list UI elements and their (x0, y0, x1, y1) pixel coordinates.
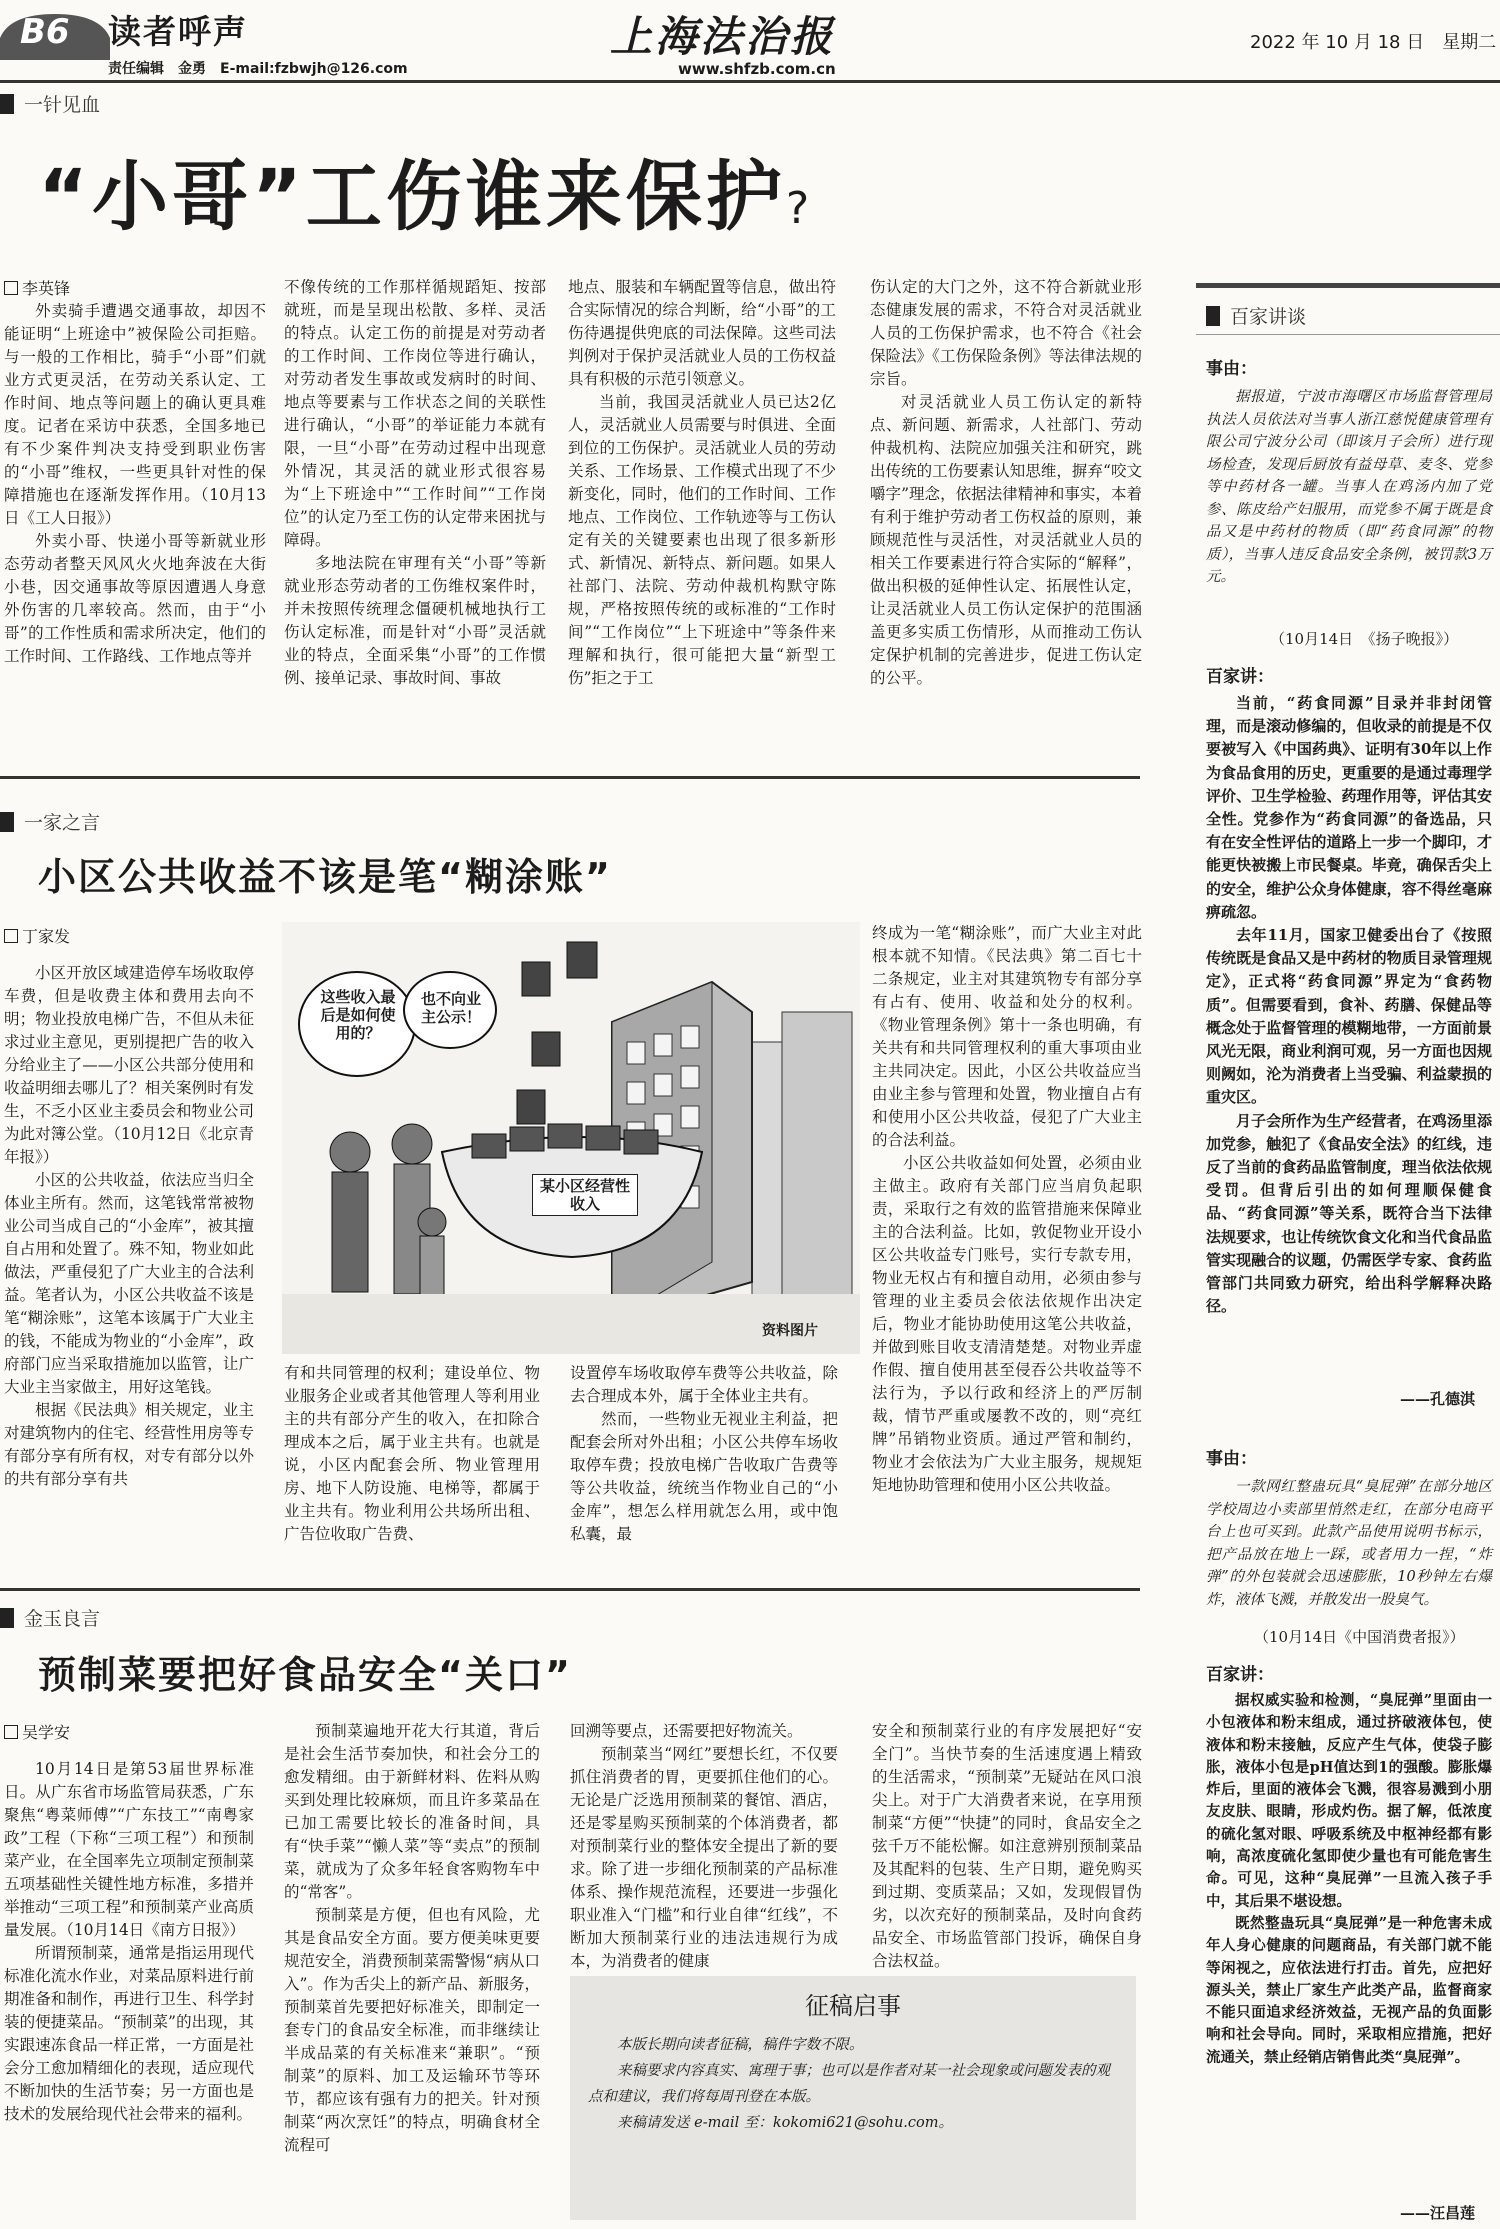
sidebar-event2-head: 事由： (1206, 1449, 1257, 1469)
sidebar-comment2 (1206, 1690, 1492, 2069)
tag-label: 一针见血 (24, 94, 101, 116)
paragraph: 当前，我国灵活就业人员已达2亿人，灵活就业人员需要与时俱进、全面到位的工伤保护。灵活就业人员的劳动关系、工作场景、工作模式出现了不少新变化，同时，他们的工作时间、工作地点、工作岗位、工作轨迹等与工伤认定有关的关键要素也出现了很多新形式、新情况、新特点、新问题。如果人社部门、法院、劳动仲裁机构默守陈规，严格按照传统的或标准的“工作时间”“工作岗位”“上下班途中”等条件来理解和执行，很可能把大量“新型工伤”拒之于工 (568, 393, 836, 687)
notice-title: 征稿启事 (805, 1992, 901, 2020)
sidebar-comment1 (1206, 692, 1492, 1318)
paragraph: 安全和预制菜行业的有序发展把好“安全门”。当快节奏的生活速度遇上精致的生活需求，“预制菜”无疑站在风口浪尖上。对于广大消费者来说，在享用预制菜“方便”“快捷”的同时，食品安全之弦千万不能松懈。如注意辨别预制菜品及其配料的包装、生产日期，避免购买到过期、变质菜品；又如，发现假冒伪劣，以次充好的预制菜品，及时向食药品安全、市场监管部门投诉，确保自身合法权益。 (872, 1722, 1142, 1970)
paragraph: 既然整蛊玩具“臭屁弹”是一种危害未成年人身心健康的问题商品，有关部门就不能等闲视之，应依法进行打击。首先，应把好源头关，禁止厂家生产此类产品，监督商家不能只面追求经济效益，无视产品的负面影响和社会导向。同时，采取相应措施，把好流通关，禁止经销店销售此类“臭屁弹”。 (1206, 1914, 1492, 2066)
paragraph: 有和共同管理的权利；建设单位、物业服务企业或者其他管理人等利用业主的共有部分产生的收入，在扣除合理成本之后，属于业主共有。也就是说，小区内配套会所、物业管理用房、地下人防设施、电梯等，都属于业主共有。物业利用公共场所出租、广告位收取广告费、 (284, 1364, 540, 1543)
sidebar-comment1-sign: ——孔德淇 (1400, 1390, 1476, 1408)
masthead-rule (0, 80, 1500, 83)
bubble-text-2: 也不向业主公示！ (420, 990, 481, 1026)
tag-label: 百家讲谈 (1230, 306, 1307, 328)
sidebar-tag (1206, 302, 1306, 329)
article3-title: 预制菜要把好食品安全“关口” (38, 1653, 572, 1697)
article2-byline (4, 924, 70, 947)
page-badge-label: B6 (20, 12, 70, 52)
tag-square (0, 812, 14, 832)
paragraph: 预制菜当“网红”要想长红，不仅要抓住消费者的胃，更要抓住他们的心。无论是广泛选用预制菜的餐馆、酒店，还是零星购买预制菜的个体消费者，都对预制菜行业的整体安全提出了新的要求。除了进一步细化预制菜的产品标准体系、操作规范流程，还要进一步强化职业准入“门槛”和行业自律“红线”，不断加大预制菜行业的违法违规行为成本，为消费者的健康 (570, 1745, 838, 1970)
sidebar-event1-source: （10月14日 《扬子晚报》） (1270, 630, 1459, 648)
issue-date: 2022 年 10 月 18 日 星期二 (1250, 32, 1497, 53)
notice-line: 来稿请发送 e-mail 至：kokomi621@sohu.com。 (617, 2115, 954, 2131)
tag-label: 金玉良言 (24, 1608, 101, 1630)
sidebar-tag-rule (1196, 334, 1500, 335)
paragraph: 一款网红整蛊玩具“臭屁弹”在部分地区学校周边小卖部里悄然走红，在部分电商平台上也可买到。此款产品使用说明书标示，把产品放在地上一踩，或者用力一捏，“炸弹”的外包装就会迅速膨胀，10秒钟左右爆炸，液体飞溅，并散发出一股臭气。 (1206, 1479, 1492, 1608)
section-title: 读者呼声 (108, 12, 248, 51)
sidebar-comment2-sign: ——汪昌莲 (1400, 2204, 1476, 2222)
paragraph: 多地法院在审理有关“小哥”等新就业形态劳动者的工伤维权案件时，并未按照传统理念僵硬机械地执行工伤认定标准，而是针对“小哥”灵活就业的特点，全面采集“小哥”的工作惯例、接单记录、事故时间、事故 (284, 554, 546, 687)
article1-bottom-rule (0, 776, 1140, 779)
paragraph: 回溯等要点，还需要把好物流关。 (570, 1722, 803, 1740)
paragraph: 外卖小哥、快递小哥等新就业形态劳动者整天风风火火地奔波在大街小巷，因交通事故等原因遭遇人身意外伤害的几率较高。然而，由于“小哥”的工作性质和需求所决定，他们的工作时间、工作路线、工作地点等并 (4, 532, 266, 665)
notice-line: 来稿要求内容真实、寓理于事；也可以是作者对某一社会现象或问题发表的观点和建议，我们将每周刊登在本版。 (588, 2063, 1110, 2105)
article1-title (38, 136, 813, 245)
article2-title: 小区公共收益不该是笔“糊涂账” (38, 855, 612, 899)
article2-tag (0, 808, 100, 835)
paragraph: 小区的公共收益，依法应当归全体业主所有。然而，这笔钱常常被物业公司当成自己的“小金库”，被其擅自占用和处置了。殊不知，物业如此做法，严重侵犯了广大业主的合法利益。笔者认为，小区公共收益不该是笔“糊涂账”，这笔本该属于广大业主的钱，不能成为物业的“小金库”，政府部门应当采取措施加以监管，让广大业主当家做主，用好这笔钱。 (4, 1171, 254, 1396)
bubble-text-1: 这些收入最后是如何使用的？ (320, 988, 396, 1042)
paper-name: 上海法治报 (610, 12, 836, 61)
paragraph: 地点、服装和车辆配置等信息，做出符合实际情况的综合判断，给“小哥”的工伤待遇提供兜底的司法保障。这些司法判例对于保护灵活就业人员的工伤权益具有积极的示范引领意义。 (568, 278, 836, 388)
paragraph: 对灵活就业人员工伤认定的新特点、新问题、新需求，人社部门、劳动仲裁机构、法院应加强关注和研究，跳出传统的工伤要素认知思维，摒弃“咬文嚼字”理念，依据法律精神和事实，本着有利于维护劳动者工伤权益的原则，兼顾规范性与灵活性，对灵活就业人员的相关工作要素进行符合实际的“解释”，做出积极的延伸性认定、拓展性认定，让灵活就业人员工伤认定保护的范围涵盖更多实质工伤情形，从而推动工伤认定保护机制的完善进步，促进工伤认定的公平。 (870, 393, 1142, 687)
article1-col1 (4, 300, 266, 668)
byline-box (4, 281, 18, 295)
article3-col1 (4, 1758, 254, 2126)
website: www.shfzb.com.cn (678, 60, 836, 78)
sidebar-event2 (1206, 1476, 1492, 1611)
sidebar-comment2-head: 百家讲： (1206, 1665, 1274, 1685)
sidebar-comment1-head: 百家讲： (1206, 667, 1274, 687)
article1-author: 李英锋 (22, 279, 71, 298)
paragraph: 外卖骑手遭遇交通事故，却因不能证明“上班途中”被保险公司拒赔。与一般的工作相比，骑手“小哥”们就业方式更灵活，在劳动关系认定、工作时间、地点等问题上的确认更具难度。记者在采访中获悉，全国多地已有不少案件判决支持受到职业伤害的“小哥”维权，一些更具针对性的保障措施也在逐渐发挥作用。（10月13日《工人日报》） (4, 302, 266, 527)
article2-bottom-rule (0, 1588, 1140, 1591)
article3-author: 吴学安 (22, 1723, 71, 1742)
article2-col4 (872, 922, 1142, 1497)
tag-square (1206, 306, 1220, 326)
byline-box (4, 929, 18, 943)
paragraph: 据权威实验和检测，“臭屁弹”里面由一小包液体和粉末组成，通过挤破液体包，使液体和粉末接触，反应产生气体，使袋子膨胀，液体小包是pH值达到1的强酸。膨胀爆炸后，里面的液体会飞溅，很容易溅到小朋友皮肤、眼睛，形成灼伤。据了解，低浓度的硫化氢对眼、呼吸系统及中枢神经都有影响，高浓度硫化氢即使少量也有可能危害生命。可见，这种“臭屁弹”一旦流入孩子手中，其后果不堪设想。 (1206, 1692, 1492, 1910)
paragraph: 所谓预制菜，通常是指运用现代标准化流水作业，对菜品原料进行前期准备和制作，再进行卫生、科学封装的便捷菜品。“预制菜”的出现，其实跟速冻食品一样正常，一方面是社会分工愈加精细化的表现，适应现代不断加快的生活节奏；另一方面也是技术的发展给现代社会带来的福利。 (4, 1944, 254, 2123)
paragraph: 当前，“药食同源”目录并非封闭管理，而是滚动修编的，但收录的前提是不仅要被写入《中国药典》、证明有30年以上作为食品食用的历史，更重要的是通过毒理学评价、卫生学检验、药理作用等，评估其安全性。党参作为“药食同源”的备选品，只有在安全性评估的道路上一步一个脚印，才能更快被搬上市民餐桌。毕竟，确保舌尖上的安全，维护公众身体健康，容不得丝毫麻痹疏忽。 (1206, 694, 1492, 921)
article1-col2 (284, 276, 546, 690)
page-badge (0, 8, 110, 60)
paragraph: 10月14日是第53届世界标准日。从广东省市场监管局获悉，广东聚焦“粤菜师傅”“广东技工”“南粤家政”工程（下称“三项工程”）和预制菜产业，在全国率先立项制定预制菜五项基础性关键性地方标准，多措并举推动“三项工程”和预制菜产业高质量发展。（10月14日《南方日报》） (4, 1760, 254, 1939)
sidebar-event1-head: 事由： (1206, 359, 1257, 379)
paragraph: 伤认定的大门之外，这不符合新就业形态健康发展的需求，不符合对灵活就业人员的工伤保护需求，也不符合《社会保险法》《工伤保险条例》等法律法规的宗旨。 (870, 278, 1142, 388)
illustration-drawing (282, 922, 860, 1354)
sidebar-top-rule (1196, 283, 1500, 288)
sidebar-event1 (1206, 386, 1492, 589)
article2-col1 (4, 962, 254, 1491)
article1-tag (0, 90, 100, 117)
paragraph: 月子会所作为生产经营者，在鸡汤里添加党参，触犯了《食品安全法》的红线，违反了当前的食药品监管制度，理当依法依规受罚。但背后引出的如何理顺保健食品、“药食同源”等关系，既符合当下法律法规要求，也让传统饮食文化和当代食品监管实现融合的议题，仍需医学专家、食药监管部门共同致力研究，给出科学解释决路径。 (1206, 1111, 1492, 1316)
image-caption: 资料图片 (762, 1323, 818, 1339)
tag-square (0, 94, 14, 114)
article3-col4 (872, 1720, 1142, 1973)
paragraph: 设置停车场收取停车费等公共收益，除去合理成本外，属于全体业主共有。 (570, 1364, 838, 1405)
paragraph: 预制菜遍地开花大行其道，背后是社会生活节奏加快，和社会分工的愈发精细。由于新鲜材料、佐料从购买到处理比较麻烦，而且许多菜品在已加工需要比较长的准备时间，具有“快手菜”“懒人菜”等“卖点”的预制菜，就成为了众多年轻食客购物车中的“常客”。 (284, 1722, 540, 1901)
article1-col4 (870, 276, 1142, 690)
paragraph: 小区公共收益如何处置，必须由业主做主。政府有关部门应当肩负起职责，采取行之有效的监管措施来保障业主的合法利益。比如，敦促物业开设小区公共收益专门账号，实行专款专用，物业无权占有和擅自动用，必须由参与管理的业主委员会依法依规作出决定后，物业才能协助使用这笔公共收益，并做到账目收支清清楚楚。对物业弄虚作假、擅自使用甚至侵吞公共收益等不法行为，予以行政和经济上的严厉制裁，情节严重或屡教不改的，则“亮红牌”吊销物业资质。通过严管和制约，物业才会依法为广大业主服务，规规矩矩地协助管理和使用小区公共收益。 (872, 1154, 1142, 1494)
tag-square (0, 1608, 14, 1628)
paragraph: 根据《民法典》相关规定，业主对建筑物内的住宅、经营性用房等专有部分享有所有权，对专有部分以外的共有部分享有共 (4, 1401, 254, 1488)
article1-title-mark: ? (785, 183, 814, 234)
paragraph: 预制菜是方便，但也有风险，尤其是食品安全方面。要方便美味更要规范安全，消费预制菜需警惕“病从口入”。作为舌尖上的新产品、新服务，预制菜首先要把好标准关，即制定一套专门的食品安全标准，而非继续让半成品菜的有关标准来“兼职”。“预制菜”的原料、加工及运输环节等环节，都应该有强有力的把关。针对预制菜“两次烹饪”的特点，明确食材全流程可 (284, 1906, 540, 2154)
editor-info: 责任编辑 金勇 E-mail:fzbwjh@126.com (108, 61, 408, 77)
paragraph: 然而，一些物业无视业主利益，把配套会所对外出租；小区公共停车场收取停车费；投放电梯广告收取广告费等等公共收益，统统当作物业自己的“小金库”，想怎么样用就怎么用，或中饱私囊，最 (570, 1410, 838, 1543)
paragraph: 终成为一笔“糊涂账”，而广大业主对此根本就不知情。《民法典》第二百七十二条规定，业主对其建筑物专有部分享有占有、使用、收益和处分的权利。《物业管理条例》第十一条也明确，有关共有和共同管理权利的重大事项由业主共同决定。因此，小区公共收益应当由业主参与管理和处置，物业擅自占有和使用小区公共收益，侵犯了广大业主的合法利益。 (872, 924, 1142, 1149)
article2-col3 (570, 1362, 838, 1546)
article3-tag (0, 1604, 100, 1631)
article1-title-text: “小哥”工伤谁来保护 (38, 152, 786, 241)
notice-line: 本版长期向读者征稿，稿件字数不限。 (617, 2037, 864, 2053)
tag-label: 一家之言 (24, 812, 101, 834)
article2-col2 (284, 1362, 540, 1546)
paragraph: 据报道，宁波市海曙区市场监督管理局执法人员依法对当事人浙江慈悦健康管理有限公司宁波分公司（即该月子会所）进行现场检查，发现后厨放有益母草、麦冬、党参等中药材各一罐。当事人在鸡汤内加了党参、陈皮给产妇服用，而党参不属于既是食品又是中药材的物质（即“药食同源”的物质），当事人违反食品安全条例，被罚款3万元。 (1206, 389, 1492, 585)
bowl-label: 某小区经营性收入 (532, 1174, 638, 1216)
paragraph: 不像传统的工作那样循规蹈矩、按部就班，而是呈现出松散、多样、灵活的特点。认定工伤的前提是对劳动者的工作时间、工作岗位等进行确认，对劳动者发生事故或发病时的时间、地点等要素与工作状态之间的关联性进行确认，“小哥”的举证能力本就有限，一旦“小哥”在劳动过程中出现意外情况，其灵活的就业形式很容易为“上下班途中”“工作时间”“工作岗位”的认定乃至工伤的认定带来困扰与障碍。 (284, 278, 546, 549)
article2-illustration (282, 922, 860, 1354)
paragraph: 小区开放区域建造停车场收取停车费，但是收费主体和费用去向不明；物业投放电梯广告，不但从未征求过业主意见，更别提把广告的收入分给业主了——小区公共部分使用和收益明细去哪儿了？相关案例时有发生，不乏小区业主委员会和物业公司为此对簿公堂。（10月12日《北京青年报》） (4, 964, 254, 1166)
article1-col3 (568, 276, 836, 690)
article3-col3 (570, 1720, 838, 1973)
byline-box (4, 1725, 18, 1739)
article1-byline (4, 276, 70, 299)
notice-box (570, 1976, 1136, 2220)
sidebar-event2-source: （10月14日《中国消费者报》） (1254, 1628, 1465, 1646)
notice-body (588, 2032, 1118, 2136)
article2-author: 丁家发 (22, 927, 71, 946)
article3-col2 (284, 1720, 540, 2157)
article3-byline (4, 1720, 70, 1743)
paragraph: 去年11月，国家卫健委出台了《按照传统既是食品又是中药材的物质目录管理规定》，正式将“药食同源”界定为“食药物质”。但需要看到，食补、药膳、保健品等概念处于监督管理的模糊地带，一方面前景风光无限，商业利润可观，另一方面也因规则阙如，沦为消费者上当受骗、利益蒙损的重灾区。 (1206, 926, 1492, 1107)
